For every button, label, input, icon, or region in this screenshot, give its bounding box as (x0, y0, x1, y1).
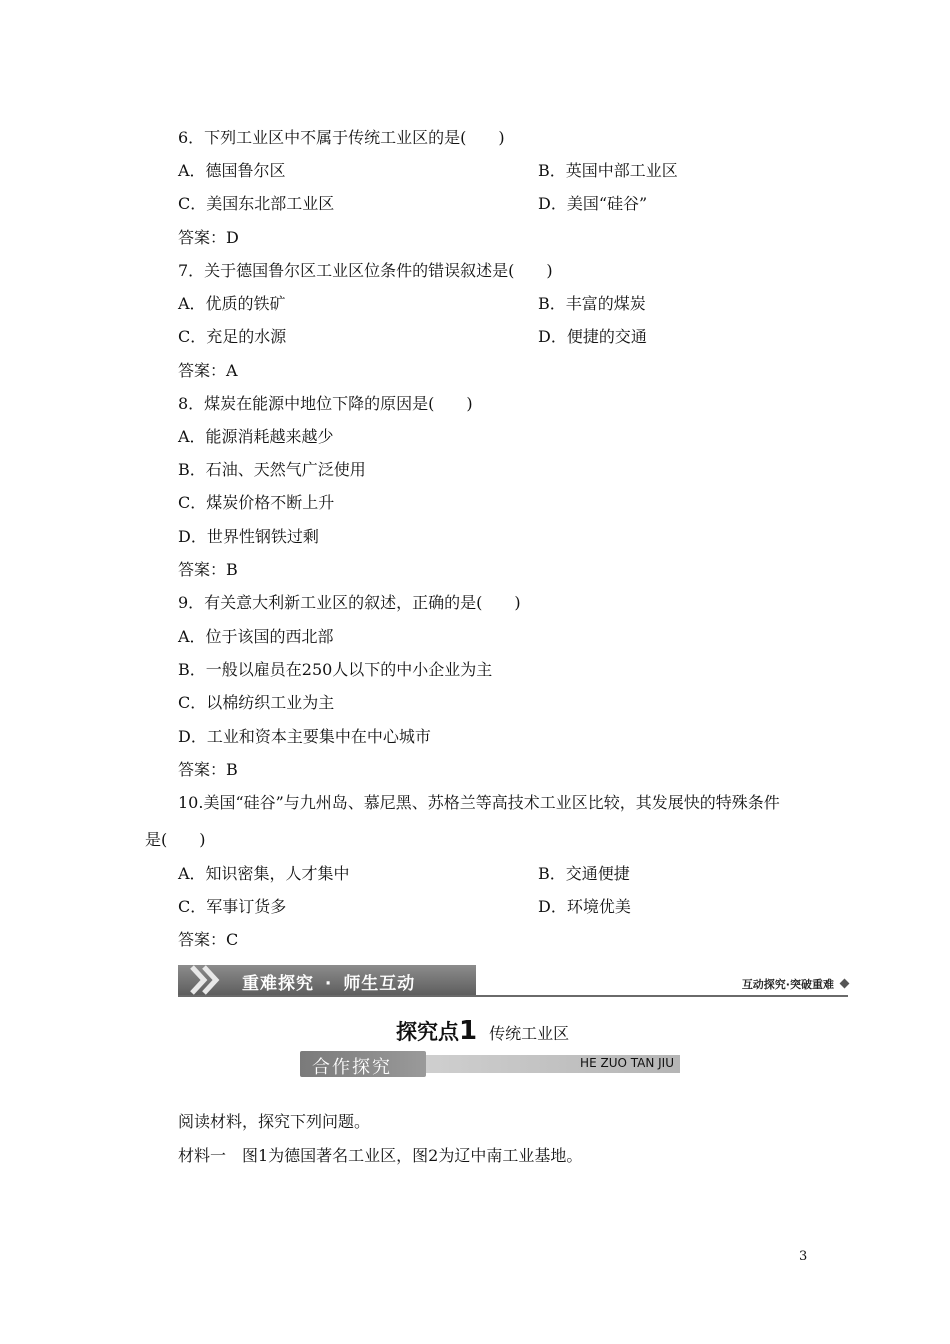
q8-option-c: C．煤炭价格不断上升 (178, 493, 335, 512)
page-number: 3 (799, 1249, 808, 1264)
q8-option-b: B．石油、天然气广泛使用 (178, 460, 366, 479)
q8-answer: 答案：B (178, 560, 238, 579)
q8-option-d: D．世界性钢铁过剩 (178, 527, 319, 546)
q8-stem: 8．煤炭在能源中地位下降的原因是( ) (178, 394, 473, 413)
coop-explore-bar (300, 1051, 680, 1077)
intro-text: 阅读材料，探究下列问题。 (178, 1112, 371, 1131)
section-subtitle: 传统工业区 (489, 1024, 570, 1043)
banner-title-part2: 师生互动 (343, 974, 416, 994)
q7-option-d: D．便捷的交通 (538, 327, 647, 346)
diamond-icon (840, 979, 850, 989)
q10-answer: 答案：C (178, 930, 239, 949)
banner-title-part1: 重难探究 (242, 974, 314, 994)
q9-stem: 9．有关意大利新工业区的叙述，正确的是( ) (178, 593, 521, 612)
q7-option-b: B．丰富的煤炭 (538, 294, 646, 313)
banner-right-label: 互动探究·突破重难 (741, 978, 834, 991)
banner-rule (178, 995, 848, 997)
q9-option-b: B．一般以雇员在250人以下的中小企业为主 (178, 660, 493, 679)
q10-option-d: D．环境优美 (538, 897, 631, 916)
coop-label-strip (426, 1055, 680, 1073)
q6-option-d: D．美国“硅谷” (538, 194, 648, 213)
q6-stem: 6．下列工业区中不属于传统工业区的是( ) (178, 128, 505, 147)
q10-stem-line1: 10.美国“硅谷”与九州岛、慕尼黑、苏格兰等高技术工业区比较，其发展快的特殊条件 (178, 793, 780, 812)
section-label: 探究点1 (396, 1016, 478, 1046)
q6-option-b: B．英国中部工业区 (538, 161, 678, 180)
q7-option-c: C．充足的水源 (178, 327, 287, 346)
q9-answer: 答案：B (178, 760, 238, 779)
q7-answer: 答案：A (178, 361, 238, 380)
q7-stem: 7．关于德国鲁尔区工业区位条件的错误叙述是( ) (178, 261, 553, 280)
q6-option-a: A．德国鲁尔区 (178, 161, 286, 180)
banner-dot: · (324, 974, 333, 994)
q6-answer: 答案：D (178, 228, 239, 247)
q6-option-c: C．美国东北部工业区 (178, 194, 335, 213)
q9-option-d: D．工业和资本主要集中在中心城市 (178, 727, 431, 746)
q7-option-a: A．优质的铁矿 (178, 294, 286, 313)
coop-label-box (300, 1051, 426, 1077)
banner-bar (178, 965, 476, 995)
q9-option-c: C．以棉纺织工业为主 (178, 693, 335, 712)
banner-title (242, 969, 415, 994)
q10-option-c: C．军事订货多 (178, 897, 287, 916)
q10-stem-line2: 是( ) (145, 830, 206, 849)
coop-label-en: HE ZUO TAN JIU (580, 1056, 674, 1070)
section-banner (178, 965, 848, 997)
q9-option-a: A．位于该国的西北部 (178, 627, 334, 646)
section-heading (396, 1016, 569, 1046)
section-number: 1 (459, 1016, 478, 1046)
material-one: 材料一 图1为德国著名工业区，图2为辽中南工业基地。 (178, 1146, 583, 1165)
double-chevron-icon (188, 965, 228, 995)
coop-label-cn: 合作探究 (312, 1057, 392, 1078)
q10-option-a: A．知识密集，人才集中 (178, 864, 350, 883)
q8-option-a: A．能源消耗越来越少 (178, 427, 334, 446)
q10-option-b: B．交通便捷 (538, 864, 630, 883)
